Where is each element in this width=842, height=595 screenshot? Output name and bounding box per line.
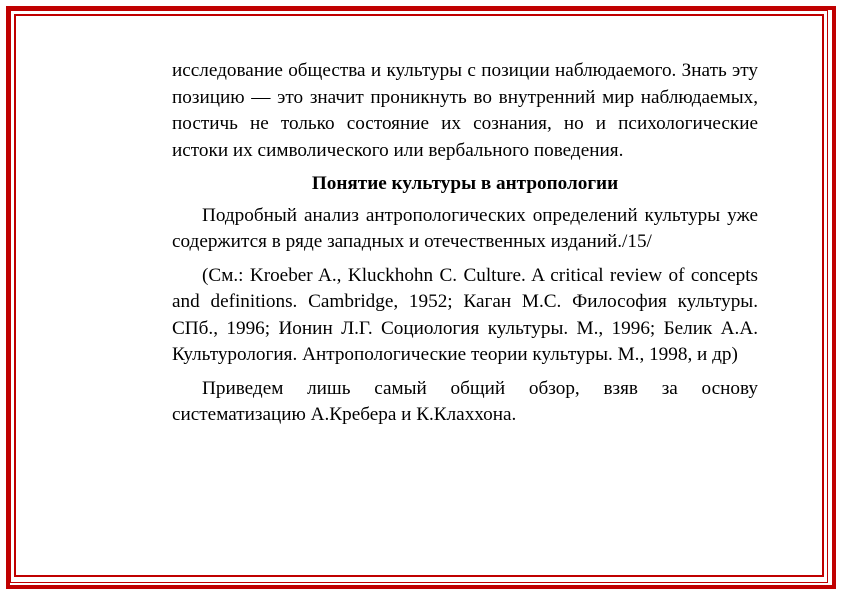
paragraph-intro: исследование общества и культуры с позиции наблюдаемого. Знать эту позицию — это значит проникнуть во внутренний мир наблюдаемых, постичь не только состояние их сознания, но и психологические истоки их символического или вербального поведения.	[172, 60, 758, 161]
document-text	[172, 58, 758, 429]
paragraph-analysis: Подробный анализ антропологических определений культуры уже содержится в ряде западных и отечественных изданий./15/	[172, 204, 758, 252]
paragraph-overview: Приведем лишь самый общий обзор, взяв за основу систематизацию А.Кребера и К.Клаххона.	[172, 377, 758, 425]
paragraph-references: (См.: Kroeber A., Kluckhohn C. Culture. A critical review of concepts and definitions. Cambridge, 1952; Каган М.С. Философия культуры. СПб., 1996; Ионин Л.Г. Социология культуры. М., 1996; Белик А.А. Культурология. Антропологические теории культуры. М., 1998, и др)	[172, 264, 758, 365]
section-heading: Понятие культуры в антропологии	[311, 173, 619, 194]
